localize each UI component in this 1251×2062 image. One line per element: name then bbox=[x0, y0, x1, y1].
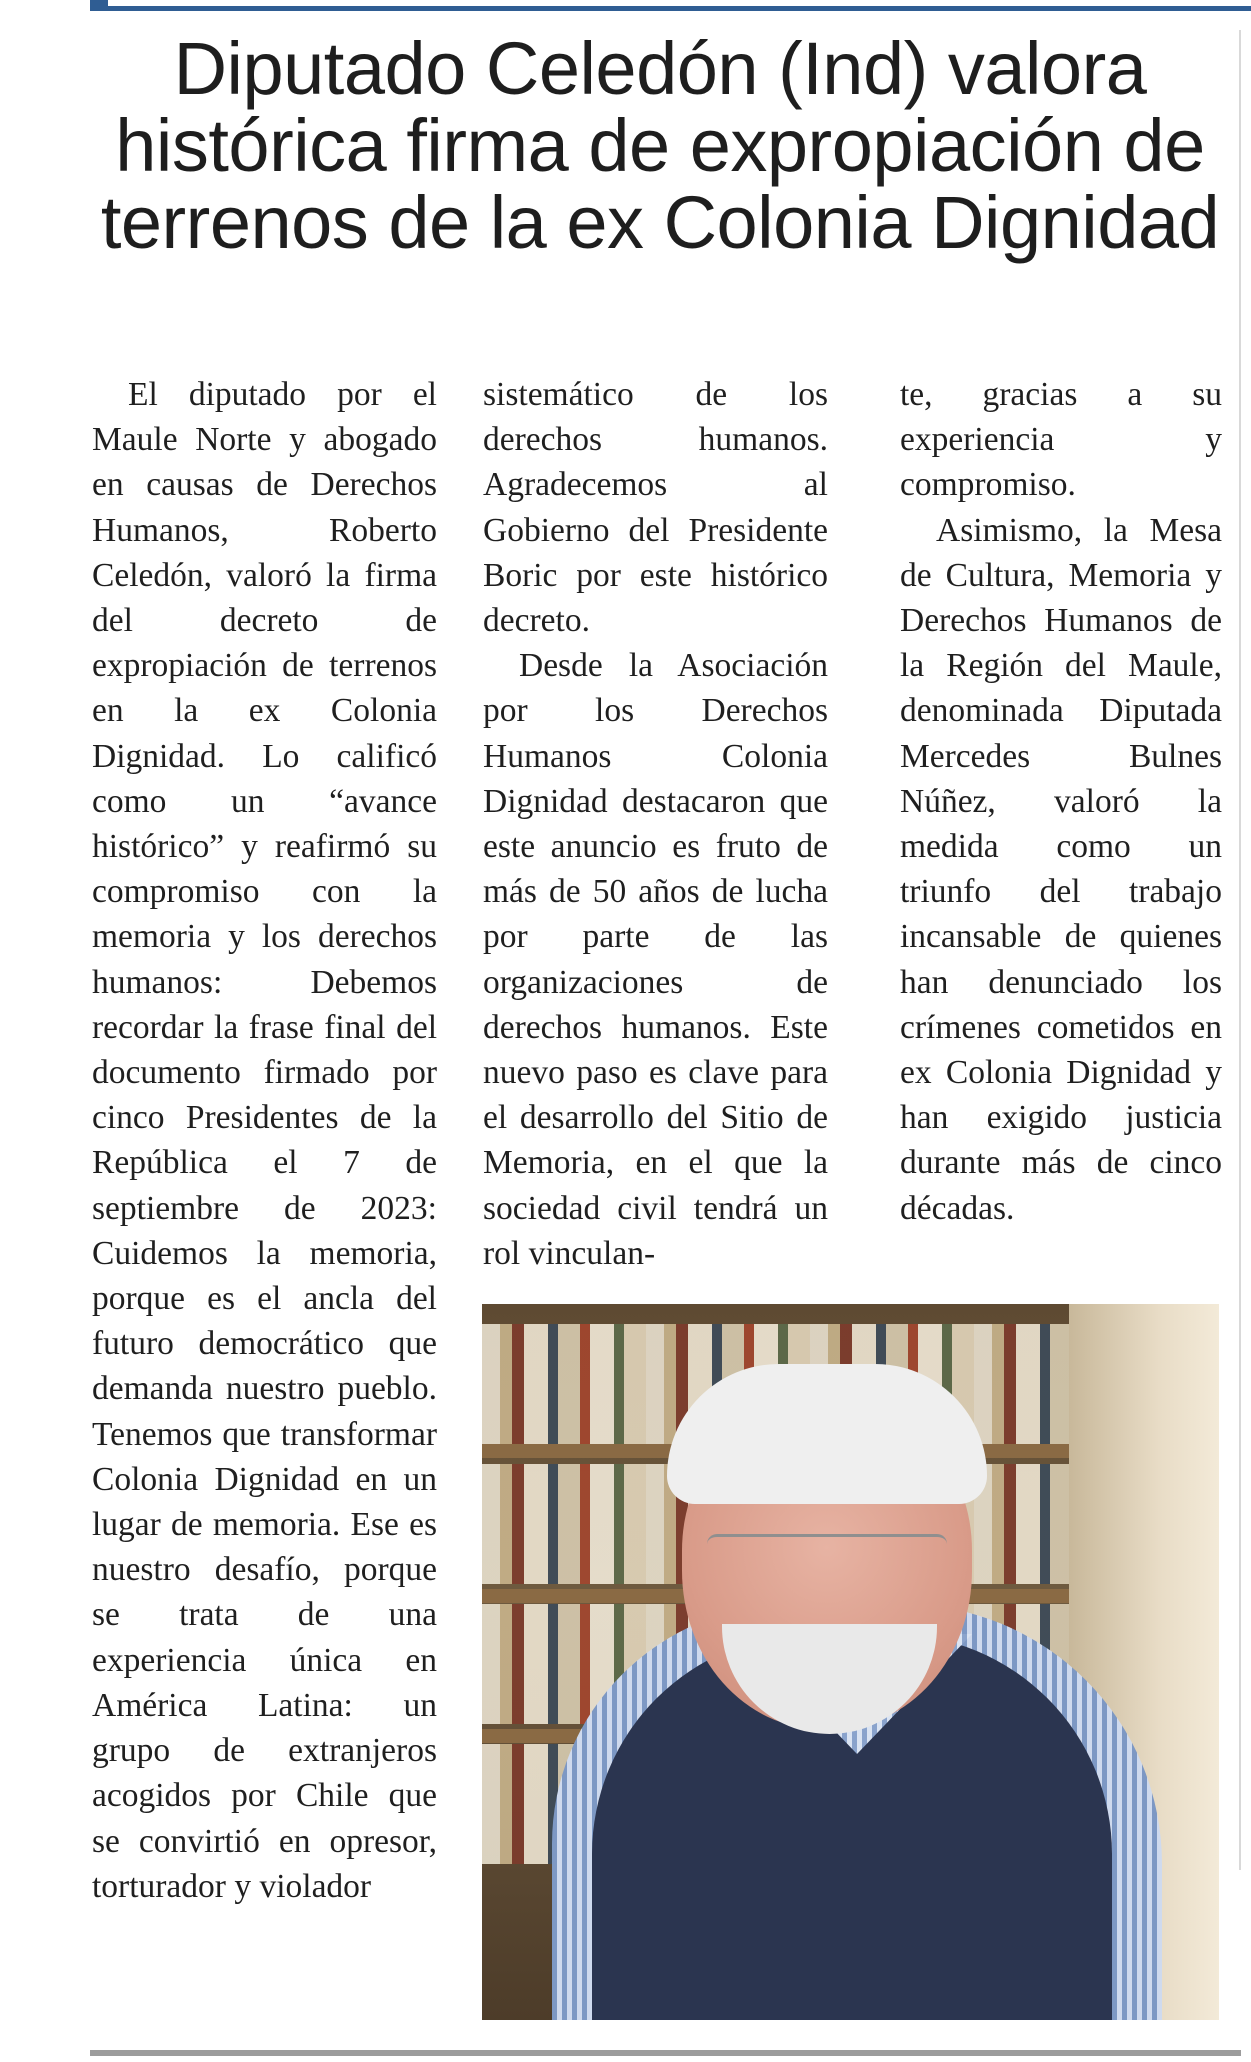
person-hair bbox=[667, 1364, 987, 1504]
column3-paragraph-1: te, gracias a su experiencia y compromiso. bbox=[900, 376, 1222, 504]
footer-rule bbox=[90, 2050, 1241, 2056]
column2-paragraph-1: sistemático de los derechos humanos. Agradecemos al Gobierno del Presidente Boric por este histórico decreto. bbox=[483, 376, 828, 640]
article-column-1 bbox=[92, 372, 437, 1909]
column-edge-rule bbox=[1239, 30, 1241, 1870]
header-rule bbox=[90, 6, 1251, 11]
column1-paragraph-1: El diputado por el Maule Norte y abogado en causas de Derechos Humanos, Roberto Celedón, valoró la firma del decreto de expropiación de terrenos en la ex Colonia Dignidad. Lo calificó como un “avance histórico” y reafirmó su compromiso con la memoria y los derechos humanos: Debemos recordar la frase final del documento firmado por cinco Presidentes de la República el 7 de septiembre de 2023: Cuidemos la memoria, porque es el ancla del futuro democrático que demanda nuestro pueblo. Tenemos que transformar Colonia Dignidad en un lugar de memoria. Ese es nuestro desafío, porque se trata de una experiencia única en América Latina: un grupo de extranjeros acogidos por Chile que se convirtió en opresor, torturador y violador bbox=[92, 376, 437, 1905]
person-glasses bbox=[707, 1534, 947, 1577]
column3-paragraph-2: Asimismo, la Mesa de Cultura, Memoria y Derechos Humanos de la Región del Maule, denominada Diputada Mercedes Bulnes Núñez, valoró la medida como un triunfo del trabajo incansable de quienes han denunciado los crímenes cometidos en ex Colonia Dignidad y han exigido justicia durante más de cinco décadas. bbox=[900, 511, 1222, 1227]
article-headline: Diputado Celedón (Ind) valora histórica firma de expropiación de terrenos de la ex Colonia Dignidad bbox=[100, 27, 1220, 264]
article-column-3 bbox=[900, 372, 1222, 1231]
article-column-2 bbox=[483, 372, 828, 1276]
column2-paragraph-2: Desde la Asociación por los Derechos Humanos Colonia Dignidad destacaron que este anuncio es fruto de más de 50 años de lucha por parte de las organizaciones de derechos humanos. Este nuevo paso es clave para el desarrollo del Sitio de Memoria, en el que la sociedad civil tendrá un rol vinculan- bbox=[483, 647, 828, 1272]
article-photo bbox=[482, 1304, 1219, 2020]
